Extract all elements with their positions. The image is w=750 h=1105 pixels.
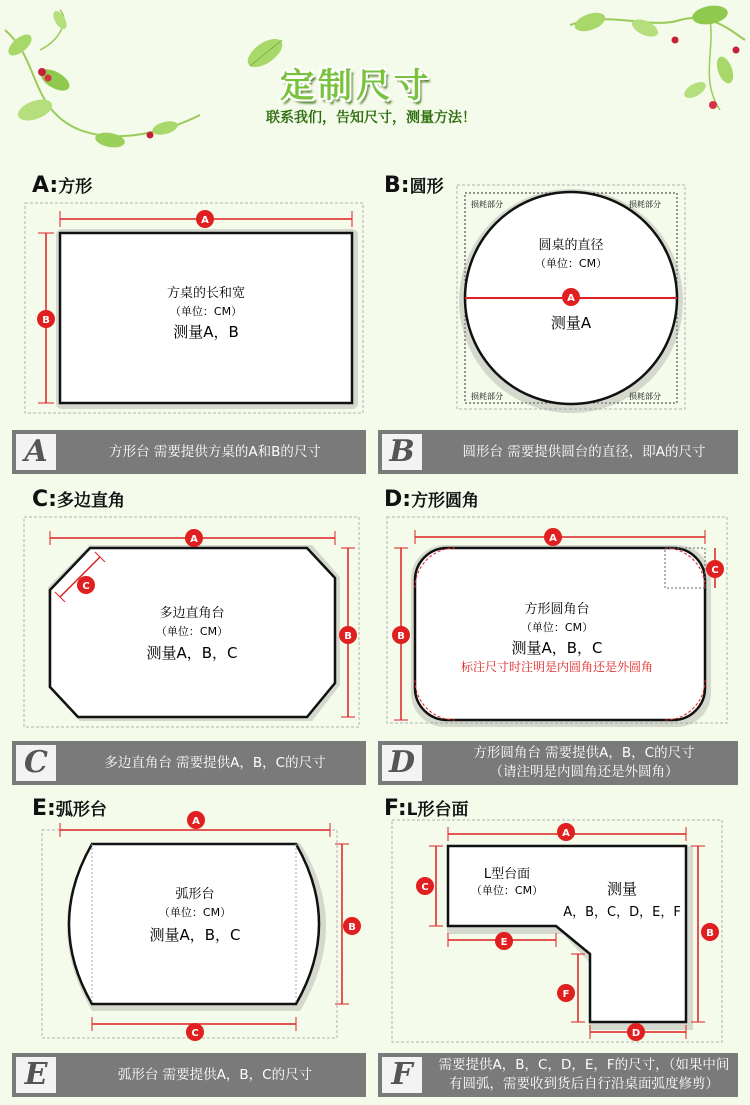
marker-c <box>186 1023 204 1041</box>
section-b-figure <box>455 183 690 413</box>
marker-b <box>37 310 55 328</box>
section-name: 弧形台 <box>55 800 107 820</box>
marker-a <box>544 528 562 546</box>
section-c-heading <box>32 486 125 512</box>
bar-text: 弧形台 需要提供A，B，C的尺寸 <box>117 1066 313 1083</box>
shape-title: 弧形台 <box>175 887 215 902</box>
section-f-figure <box>390 818 735 1048</box>
svg-text:A: A <box>567 293 575 304</box>
svg-text:A: A <box>562 828 570 839</box>
section-name: 方形 <box>58 177 93 197</box>
svg-text:B: B <box>348 922 356 933</box>
svg-text:E: E <box>500 937 508 948</box>
section-letter: E: <box>32 796 56 821</box>
bar-text-line: 方形圆角台 需要提供A，B，C的尺寸 <box>473 745 695 761</box>
waste-label: 损耗部分 <box>471 200 503 209</box>
marker-c <box>77 576 95 594</box>
svg-text:B: B <box>344 631 352 642</box>
section-d-heading <box>384 486 479 512</box>
page-title: 定制尺寸 <box>280 66 432 106</box>
corner-note: 标注尺寸时注明是内圆角还是外圆角 <box>460 660 654 674</box>
bar-letter-icon: B <box>382 434 422 470</box>
section-letter: F: <box>384 796 407 821</box>
measure-label: 测量A <box>550 314 592 332</box>
section-f-bar <box>378 1053 738 1097</box>
section-letter: A: <box>32 173 59 198</box>
svg-text:B: B <box>706 928 714 939</box>
marker-a <box>557 823 575 841</box>
vine-decoration-right <box>560 0 750 120</box>
section-e-bar <box>12 1053 366 1097</box>
bar-text: 方形台 需要提供方桌的A和B的尺寸 <box>109 443 321 460</box>
measure-list: A，B，C，D，E，F <box>563 905 681 920</box>
section-name: L形台面 <box>406 800 469 820</box>
measure-label: 测量A，B，C <box>146 644 238 662</box>
bar-text <box>430 741 738 785</box>
svg-text:C: C <box>191 1028 199 1039</box>
marker-b <box>339 626 357 644</box>
svg-text:D: D <box>631 1028 641 1039</box>
section-a-bar <box>12 430 366 474</box>
unit-label: （单位：CM） <box>470 884 544 897</box>
bar-letter-icon: F <box>382 1057 422 1093</box>
shape-title: 多边直角台 <box>159 606 225 621</box>
marker-a <box>185 529 203 547</box>
section-c-bar <box>12 741 366 785</box>
bar-text-line: （请注明是内圆角还是外圆角） <box>489 764 679 780</box>
bar-text-line: 有圆弧，需要收到货后自行沿桌面弧度修剪） <box>449 1076 719 1092</box>
measure-label: 测量A，B，C <box>149 926 241 944</box>
marker-a <box>187 811 205 829</box>
shape-title: 方形圆角台 <box>524 602 590 617</box>
section-a-figure <box>20 195 370 425</box>
svg-text:C: C <box>711 565 719 576</box>
svg-text:C: C <box>421 882 429 893</box>
bar-letter-icon: D <box>382 745 422 781</box>
marker-a <box>562 288 580 306</box>
unit-label: （单位：CM） <box>534 257 608 270</box>
marker-c <box>416 877 434 895</box>
svg-text:A: A <box>549 533 557 544</box>
marker-e <box>495 932 513 950</box>
marker-c <box>706 560 724 578</box>
measure-label: 测量A，B，C <box>511 639 603 657</box>
waste-label: 损耗部分 <box>471 392 503 401</box>
svg-text:A: A <box>192 816 200 827</box>
measure-label: 测量A，B <box>173 323 239 341</box>
page-subtitle: 联系我们，告知尺寸，测量方法！ <box>266 110 476 126</box>
section-name: 方形圆角 <box>411 491 480 511</box>
bar-letter-icon: C <box>16 745 56 781</box>
waste-label: 损耗部分 <box>629 200 661 209</box>
section-b-heading <box>384 172 444 198</box>
unit-label: （单位：CM） <box>158 906 232 919</box>
svg-text:C: C <box>82 581 90 592</box>
section-d-bar <box>378 741 738 785</box>
vine-decoration-left <box>0 0 250 160</box>
section-letter: D: <box>384 487 412 512</box>
bar-text-line: 需要提供A，B，C，D，E，F的尺寸，（如果中间 <box>438 1057 730 1073</box>
bar-text: 圆形台 需要提供圆台的直径，即A的尺寸 <box>462 443 706 460</box>
bar-letter-icon: A <box>16 434 56 470</box>
marker-b <box>392 626 410 644</box>
svg-text:A: A <box>190 534 198 545</box>
marker-f <box>557 984 575 1002</box>
waste-label: 损耗部分 <box>629 392 661 401</box>
bar-letter-icon: E <box>16 1057 56 1093</box>
measure-label: 测量 <box>606 880 638 898</box>
marker-b <box>343 917 361 935</box>
marker-d <box>627 1023 645 1041</box>
bar-text: 多边直角台 需要提供A，B，C的尺寸 <box>104 754 326 771</box>
section-letter: B: <box>384 173 410 198</box>
svg-text:B: B <box>42 315 50 326</box>
shape-title: 圆桌的直径 <box>538 238 604 253</box>
marker-b <box>701 923 719 941</box>
unit-label: （单位：CM） <box>155 625 229 638</box>
svg-text:B: B <box>397 631 405 642</box>
section-letter: C: <box>32 487 57 512</box>
unit-label: （单位：CM） <box>520 621 594 634</box>
shape-title: L型台面 <box>483 867 531 882</box>
marker-a <box>196 210 214 228</box>
section-c-figure <box>22 515 367 730</box>
shape-title: 方桌的长和宽 <box>166 286 246 301</box>
section-name: 多边直角 <box>56 491 125 511</box>
section-d-figure <box>385 515 730 730</box>
svg-text:F: F <box>562 989 570 1000</box>
unit-label: （单位：CM） <box>169 305 243 318</box>
bar-text <box>430 1053 738 1097</box>
section-b-bar <box>378 430 738 474</box>
section-e-figure <box>40 812 370 1042</box>
svg-text:A: A <box>201 215 209 226</box>
section-name: 圆形 <box>409 177 444 197</box>
